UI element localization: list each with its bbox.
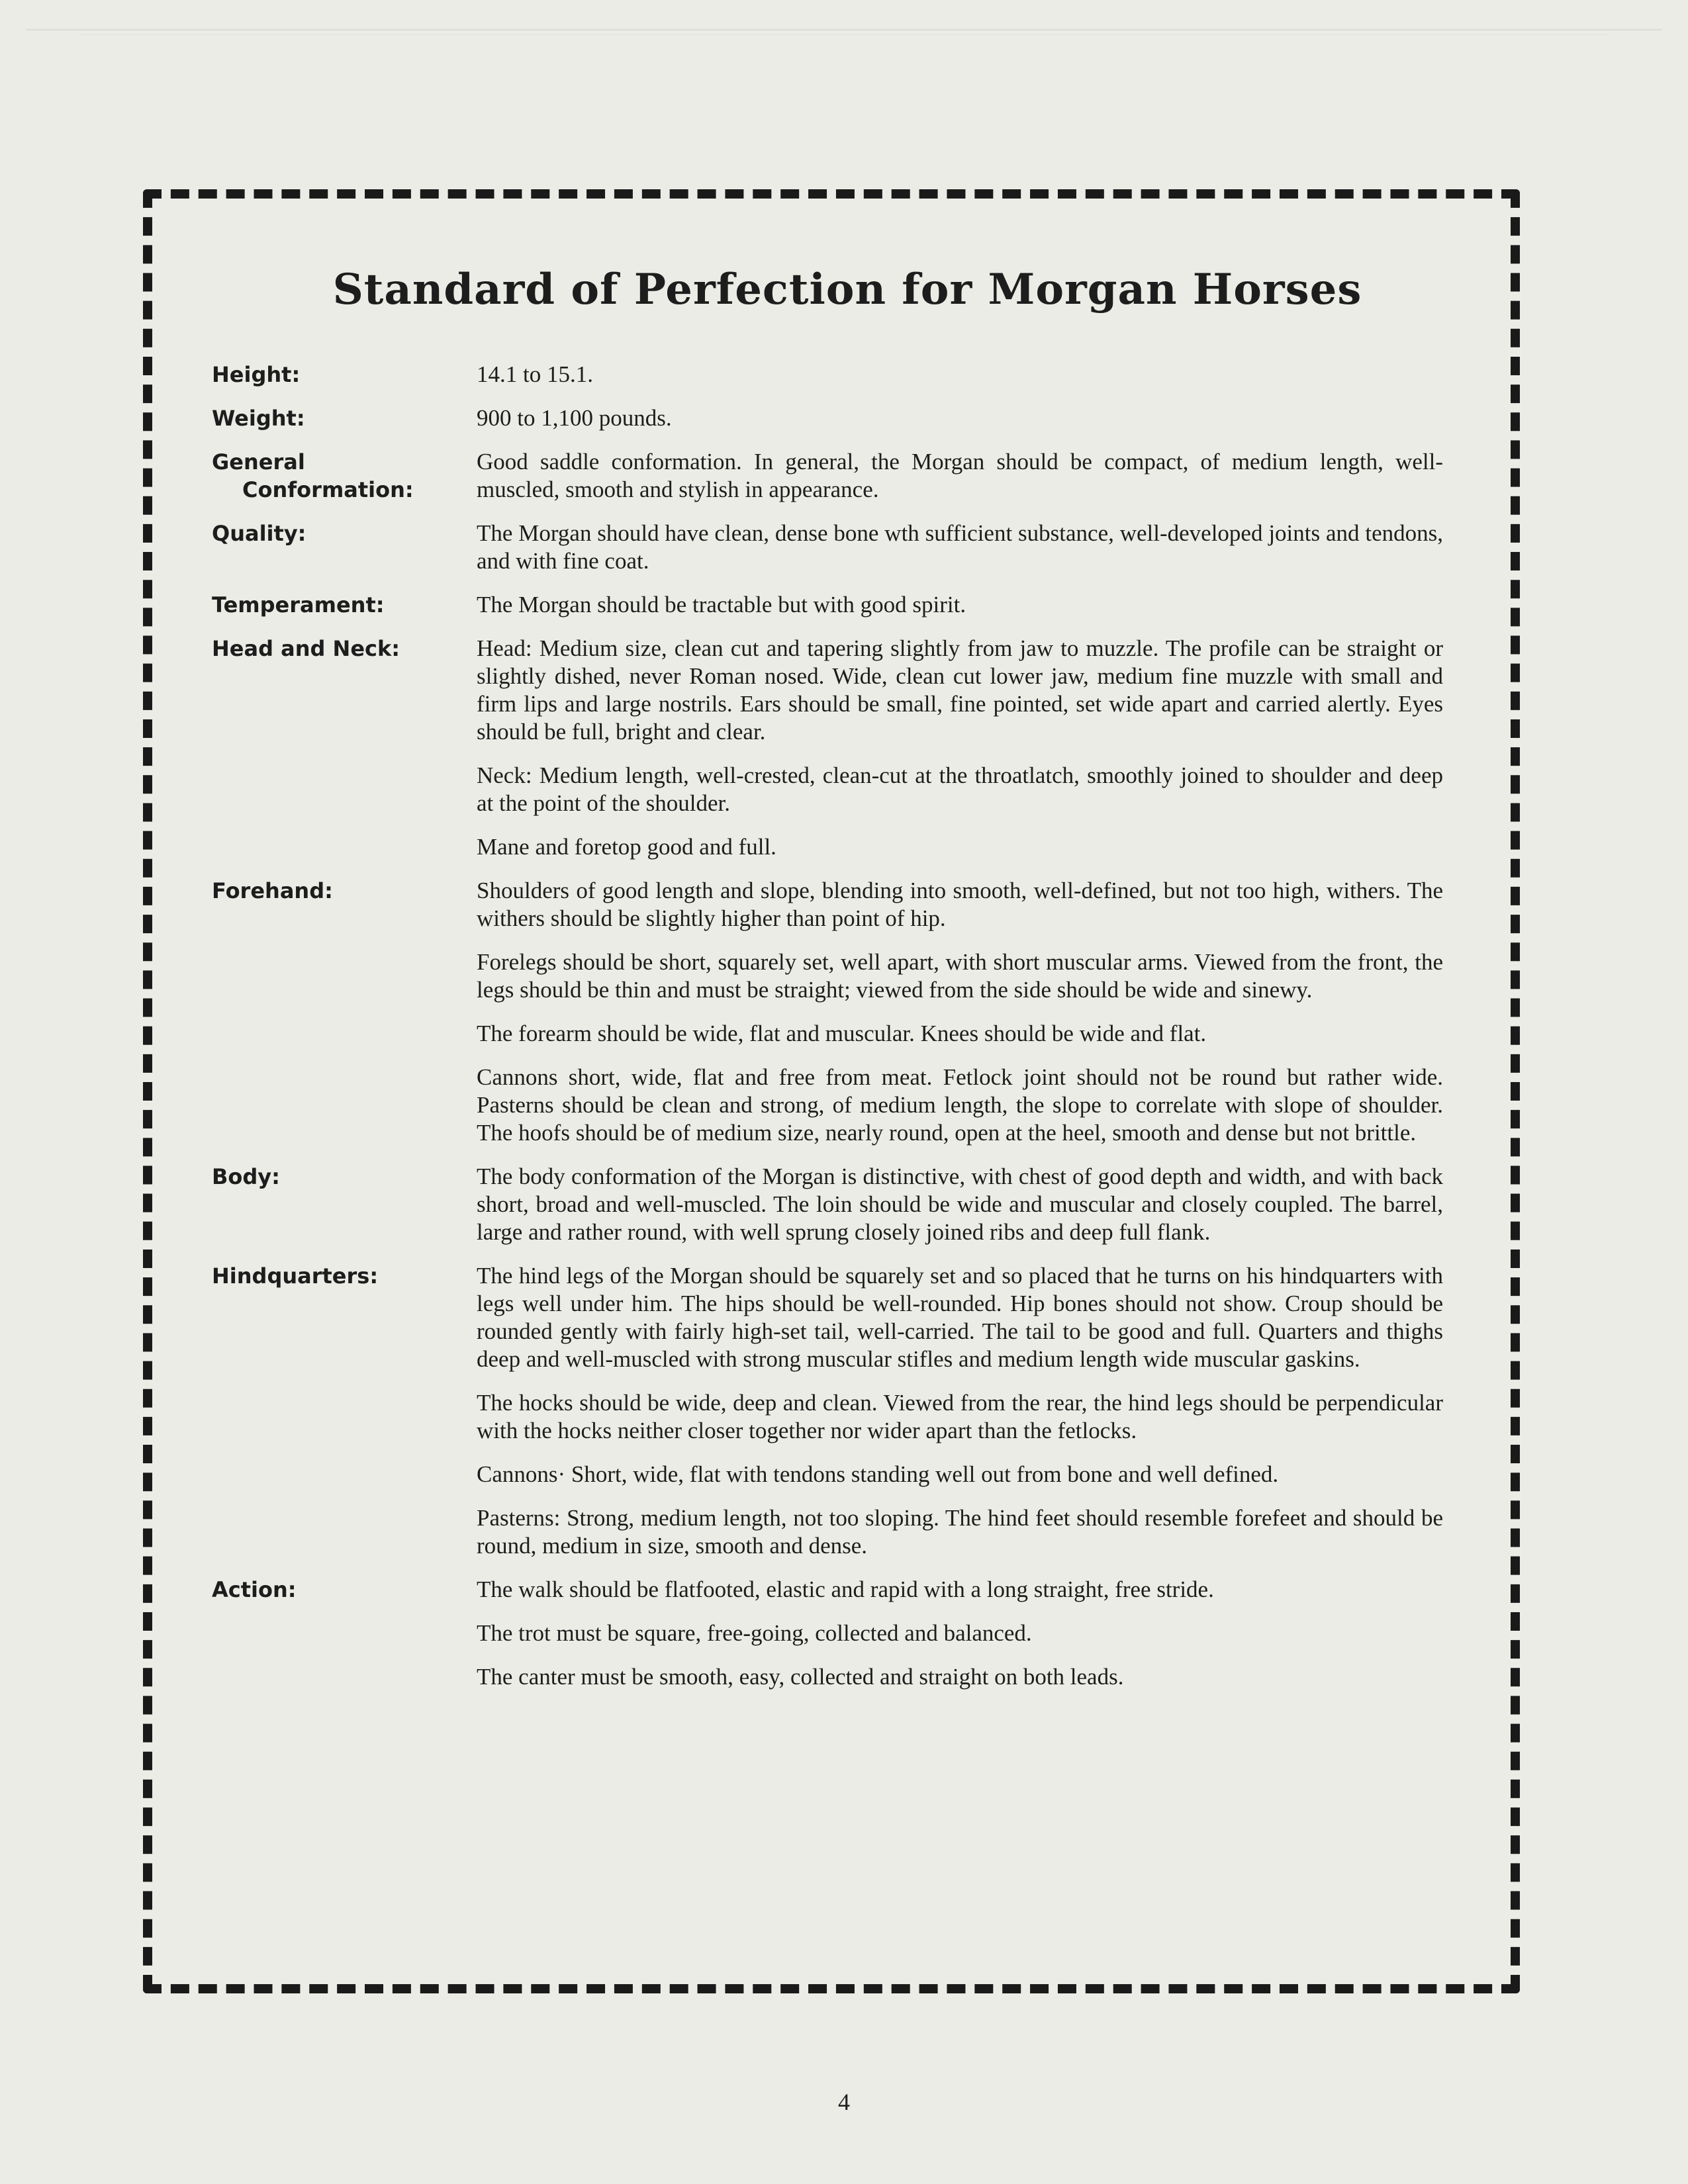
section-label-text-line2: Conformation:	[242, 477, 414, 502]
section-paragraph: The Morgan should have clean, dense bone wth sufficient substance, well-developed joints and tendons, and with fine coat.	[477, 520, 1443, 574]
section-label	[212, 1262, 477, 1576]
standards-list	[212, 361, 1450, 1707]
section-label-text: Head and Neck:	[212, 636, 400, 661]
section-paragraph: The canter must be smooth, easy, collected and straight on both leads.	[477, 1664, 1124, 1690]
section-label	[212, 635, 477, 877]
section-body	[477, 591, 1443, 635]
section-label-text: Forehand:	[212, 878, 333, 903]
section-paragraph: Mane and foretop good and full.	[477, 834, 776, 860]
section-label	[212, 1163, 477, 1262]
section-label	[212, 877, 477, 1163]
section-body	[477, 361, 1443, 404]
section-paragraph: Head: Medium size, clean cut and tapering slightly from jaw to muzzle. The profile can be straight or slightly dished, never Roman nosed. Wide, clean cut lower jaw, medium fine muzzle with small and firm lips and large nostrils. Ears should be small, fine pointed, set wide apart and carried alertly. Eyes should be full, bright and clear.	[477, 635, 1443, 745]
section-paragraph: 900 to 1,100 pounds.	[477, 405, 672, 431]
section-paragraph: The trot must be square, free-going, collected and balanced.	[477, 1620, 1032, 1646]
section-body	[477, 635, 1443, 877]
section-label-text: Hindquarters:	[212, 1263, 379, 1289]
section-paragraph: Good saddle conformation. In general, the Morgan should be compact, of medium length, well-muscled, smooth and stylish in appearance.	[477, 449, 1443, 502]
top-edge-line-faint	[79, 34, 1609, 35]
section-label-text: Quality:	[212, 521, 306, 546]
section-paragraph: Shoulders of good length and slope, blending into smooth, well-defined, but not too high, withers. The withers should be slightly higher than point of hip.	[477, 878, 1443, 931]
standard-section	[212, 877, 1450, 1163]
section-body	[477, 1262, 1443, 1576]
standard-section	[212, 404, 1450, 448]
standard-section	[212, 1262, 1450, 1576]
section-body	[477, 520, 1443, 591]
standard-section	[212, 591, 1450, 635]
section-body	[477, 877, 1443, 1163]
standard-section	[212, 448, 1450, 520]
section-paragraph: Forelegs should be short, squarely set, well apart, with short muscular arms. Viewed from the front, the legs should be thin and must be straight; viewed from the side should be wide and sinewy.	[477, 949, 1443, 1003]
section-label-text: General	[212, 449, 305, 475]
section-body	[477, 448, 1443, 520]
page-number: 4	[838, 2089, 850, 2115]
section-label-text: Temperament:	[212, 592, 385, 617]
section-label-text: Weight:	[212, 406, 305, 431]
section-label-text: Body:	[212, 1164, 280, 1189]
standard-section	[212, 361, 1450, 404]
section-paragraph: 14.1 to 15.1.	[477, 361, 593, 387]
section-body	[477, 1163, 1443, 1262]
section-paragraph: The hocks should be wide, deep and clean. Viewed from the rear, the hind legs should be perpendicular with the hocks neither closer together nor wider apart than the fetlocks.	[477, 1390, 1443, 1443]
section-label	[212, 361, 477, 404]
page-title: Standard of Perfection for Morgan Horses	[332, 265, 1362, 314]
section-paragraph: Pasterns: Strong, medium length, not too sloping. The hind feet should resemble forefeet and should be round, medium in size, smooth and dense.	[477, 1505, 1443, 1559]
section-label-text: Action:	[212, 1577, 297, 1602]
standard-section	[212, 635, 1450, 877]
section-paragraph: The walk should be flatfooted, elastic and rapid with a long straight, free stride.	[477, 1576, 1214, 1602]
section-paragraph: Neck: Medium length, well-crested, clean-cut at the throatlatch, smoothly joined to shoulder and deep at the point of the shoulder.	[477, 762, 1443, 816]
section-label	[212, 404, 477, 448]
section-label	[212, 591, 477, 635]
section-paragraph: The forearm should be wide, flat and muscular. Knees should be wide and flat.	[477, 1021, 1207, 1046]
section-body	[477, 404, 1443, 448]
section-paragraph: The hind legs of the Morgan should be squarely set and so placed that he turns on his hindquarters with legs well under him. The hips should be well-rounded. Hip bones should not show. Croup should be rounded gently with fairly high-set tail, well-carried. The tail to be good and full. Quarters and thighs deep and well-muscled with strong muscular stifles and medium length wide muscular gaskins.	[477, 1263, 1443, 1372]
section-label-text: Height:	[212, 362, 301, 387]
standard-section	[212, 1576, 1450, 1707]
section-paragraph: Cannons short, wide, flat and free from meat. Fetlock joint should not be round but rather wide. Pasterns should be clean and strong, of medium length, the slope to correlate with slope of shoulder. The hoofs should be of medium size, nearly round, open at the heel, smooth and dense but not brittle.	[477, 1064, 1443, 1146]
standard-section	[212, 520, 1450, 591]
section-body	[477, 1576, 1443, 1707]
section-paragraph: The body conformation of the Morgan is distinctive, with chest of good depth and width, and with back short, broad and well-muscled. The loin should be wide and muscular and closely coupled. The barrel, large and rather round, with well sprung closely joined ribs and deep full flank.	[477, 1163, 1443, 1245]
section-paragraph: The Morgan should be tractable but with good spirit.	[477, 592, 966, 617]
section-label	[212, 448, 477, 520]
standard-section	[212, 1163, 1450, 1262]
section-paragraph: Cannons· Short, wide, flat with tendons standing well out from bone and well defined.	[477, 1461, 1279, 1487]
section-label	[212, 1576, 477, 1707]
top-edge-line	[26, 29, 1662, 30]
section-label	[212, 520, 477, 591]
